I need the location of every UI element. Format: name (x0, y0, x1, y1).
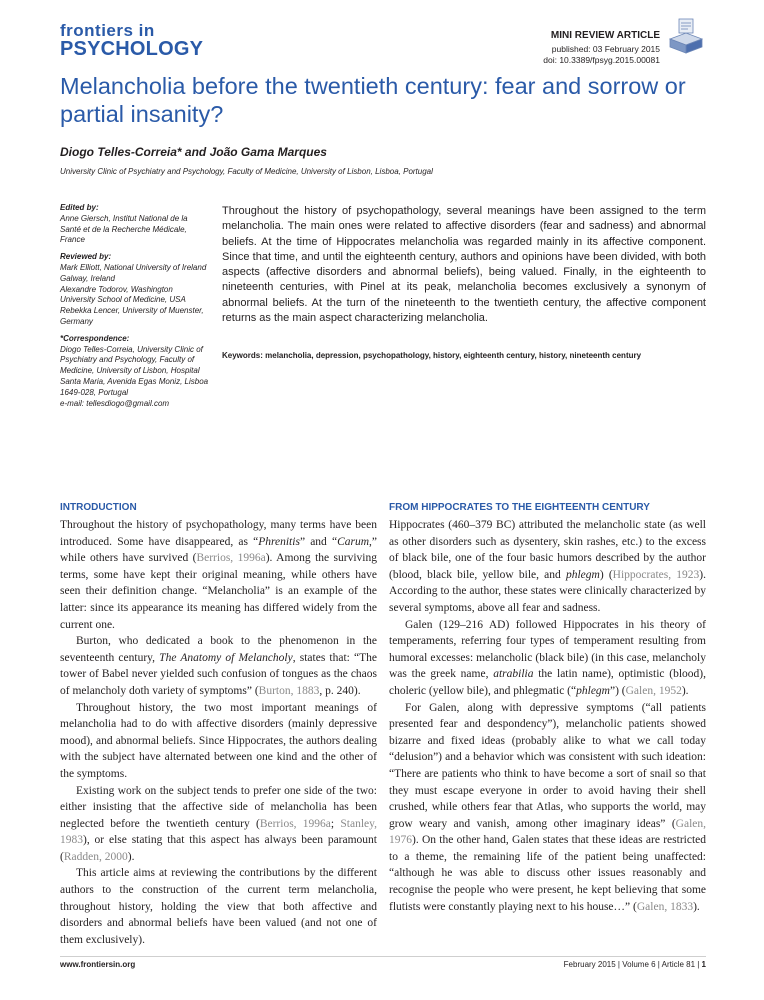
editor: Anne Giersch, Institut National de la Santé et de la Recherche Médicale, France (60, 213, 188, 245)
keywords-label: Keywords: (222, 351, 263, 360)
paragraph: Burton, who dedicated a book to the phenomenon in the seventeenth century, The Anatomy of Melancholy, states that: “The tower of Babel never yielded such confusion of tongues as the chaos of melancholy doth variety of symptoms” (Burton, 1883, p. 240). (60, 635, 377, 697)
reviewer: Rebekka Lencer, University of Muenster, Germany (60, 306, 204, 326)
keywords (222, 351, 722, 360)
citation-link[interactable]: Galen, 1833 (636, 900, 694, 913)
edited-by-label: Edited by: (60, 203, 99, 212)
paragraph: Galen (129–216 AD) followed Hippocrates in his theory of temperaments, referring four types of temperament resulting from humoral excesses: melancholic (black bile) (in this case, melancholy was the greek name, atrabilia the latin name), optimistic (blood), choleric (yellow bile), and phlegmatic (“phlegm”) (Galen, 1952). (389, 618, 706, 697)
correspondence-label: *Correspondence: (60, 333, 130, 343)
section-heading-introduction: INTRODUCTION (60, 502, 137, 513)
published-date: published: 03 February 2015 (551, 44, 660, 54)
paragraph: This article aims at reviewing the contributions by the different authors to the construction of the current term melancholia, throughout history, holding the view that both affective and disorders and abnormal beliefs have been valued (and not one of them exclusively). (60, 867, 377, 946)
article-type: MINI REVIEW ARTICLE (550, 30, 660, 41)
footer-website-link[interactable]: www.frontiersin.org (60, 960, 136, 969)
paragraph: Throughout the history of psychopathology, many terms have been introduced. Some have disappeared, as “Phrenitis” and “Carum,” while others have survived (Berrios, 1996a). Among the surviving terms, some have kept their original meaning, while others have seen their definition change. “Melancholia” is an example of the latter: since its appearance its meaning has differed widely from the current one. (60, 519, 377, 631)
paragraph: Existing work on the subject tends to prefer one side of the two: either insisting that the affective side of melancholia has been neglected before the twentieth century (Berrios, 1996a; Stanley, 1983), or else stating that this aspect has always been paramount (Radden, 2000). (60, 784, 377, 863)
keywords-list: melancholia, depression, psychopathology, history, eighteenth century, history, nineteenth century (265, 351, 642, 360)
reviewer: Alexandre Todorov, Washington University School of Medicine, USA (60, 284, 186, 305)
reviewer: Mark Elliott, National University of Ireland Galway, Ireland (60, 262, 207, 283)
citation-link[interactable]: Galen, 1976 (389, 817, 706, 847)
abstract: Throughout the history of psychopathology, several meanings have been assigned to the term melancholia. The main ones were related to affective disorders (fear and sadness) and abnormal beliefs. At the time of Hippocrates melancholia was regarded mainly in its affective component. Since that time, and until the eighteenth century, authors and opinions have been divided, with both aspects (affective disorders and abnormal beliefs), being valued. Finally, in the eighteenth to nineteenth centuries, with Pinel at its peak, melancholia becomes exclusively a synonym of abnormal beliefs. At the turn of the nineteenth to the twentieth century, the affective component returns as the main aspect characterizing melancholia. (222, 205, 706, 325)
column-left (60, 517, 377, 948)
citation-link[interactable]: Burton, 1883 (258, 684, 320, 697)
column-right (389, 517, 706, 915)
authors: Diogo Telles-Correia* and João Gama Marques (60, 145, 327, 159)
journal-logo-line1: frontiers in (60, 21, 155, 40)
sidebar (60, 203, 210, 409)
paragraph: For Galen, along with depressive symptoms (“all patients presented fear and despondency”), melancholic patients showed bizarre and fixed ideas (probably alike to what we call today “delusion”) and a behavior which was consistent with such ideation: “There are patients who think to have become a sort of snail so that they must escape everyone in order to avoid having their shell crushed, while others fear that Atlas, who supports the world, may grow weary and vanish, among other imaginary ideas” (Galen, 1976). On the other hand, Galen states that these ideas are restricted to a theme, the remaining life of the patient being unaffected: “although he was able to discuss other issues reasonably and recognise the people who were present, he kept believing that some flutists were constantly playing next to his house…” (Galen, 1833). (389, 701, 706, 913)
publication-info (543, 44, 660, 66)
email: e-mail: tellesdiogo@gmail.com (60, 398, 170, 408)
article-title: Melancholia before the twentieth century: fear and sorrow or partial insanity? (60, 73, 686, 127)
affiliation: University Clinic of Psychiatry and Psychology, Faculty of Medicine, University of Lisbon, Lisboa, Portugal (60, 167, 433, 176)
journal-logo-line2: PSYCHOLOGY (60, 38, 204, 60)
citation-link[interactable]: Radden, 2000 (63, 850, 128, 863)
doi: doi: 10.3389/fpsyg.2015.00081 (543, 55, 660, 65)
citation-link[interactable]: Galen, 1952 (625, 684, 682, 697)
correspondence: Diogo Telles-Correia, University Clinic of Psychiatry and Psychology, Faculty of Medicine, University of Lisbon, Hospital Santa Maria, Avenida Egas Moniz, Lisboa 1649-028, Portugal (60, 344, 209, 397)
footer-rule (60, 956, 706, 957)
section-heading-hippocrates: FROM HIPPOCRATES TO THE EIGHTEENTH CENTURY (389, 502, 650, 513)
citation-link[interactable]: Berrios, 1996a (196, 552, 266, 565)
page-number: 1 (701, 960, 706, 969)
crossmark-cube-icon (666, 15, 706, 55)
paragraph: Throughout history, the two most important meanings of melancholia had to do with affective disorders (mainly depressive mood), and abnormal beliefs. Since Hippocrates, the authors dealing with the subject have alternated between one kind and the other of the symptoms. (60, 701, 377, 780)
paragraph: Hippocrates (460–379 BC) attributed the melancholic state (as well as other disorders such as dysentery, skin rashes, etc.) to the excess of black bile, one of the four basic humors described by the author (blood, black bile, yellow bile, and phlegm) (Hippocrates, 1923). According to the author, these states were clinically characterized by several symptoms, above all fear and sadness. (389, 519, 706, 614)
reviewed-by-label: Reviewed by: (60, 252, 112, 262)
footer-issue-info: February 2015 | Volume 6 | Article 81 | 1 (563, 960, 706, 969)
citation-link[interactable]: Hippocrates, 1923 (612, 568, 700, 581)
citation-link[interactable]: Berrios, 1996a (259, 817, 331, 830)
citation-link[interactable]: Stanley, 1983 (60, 817, 377, 847)
